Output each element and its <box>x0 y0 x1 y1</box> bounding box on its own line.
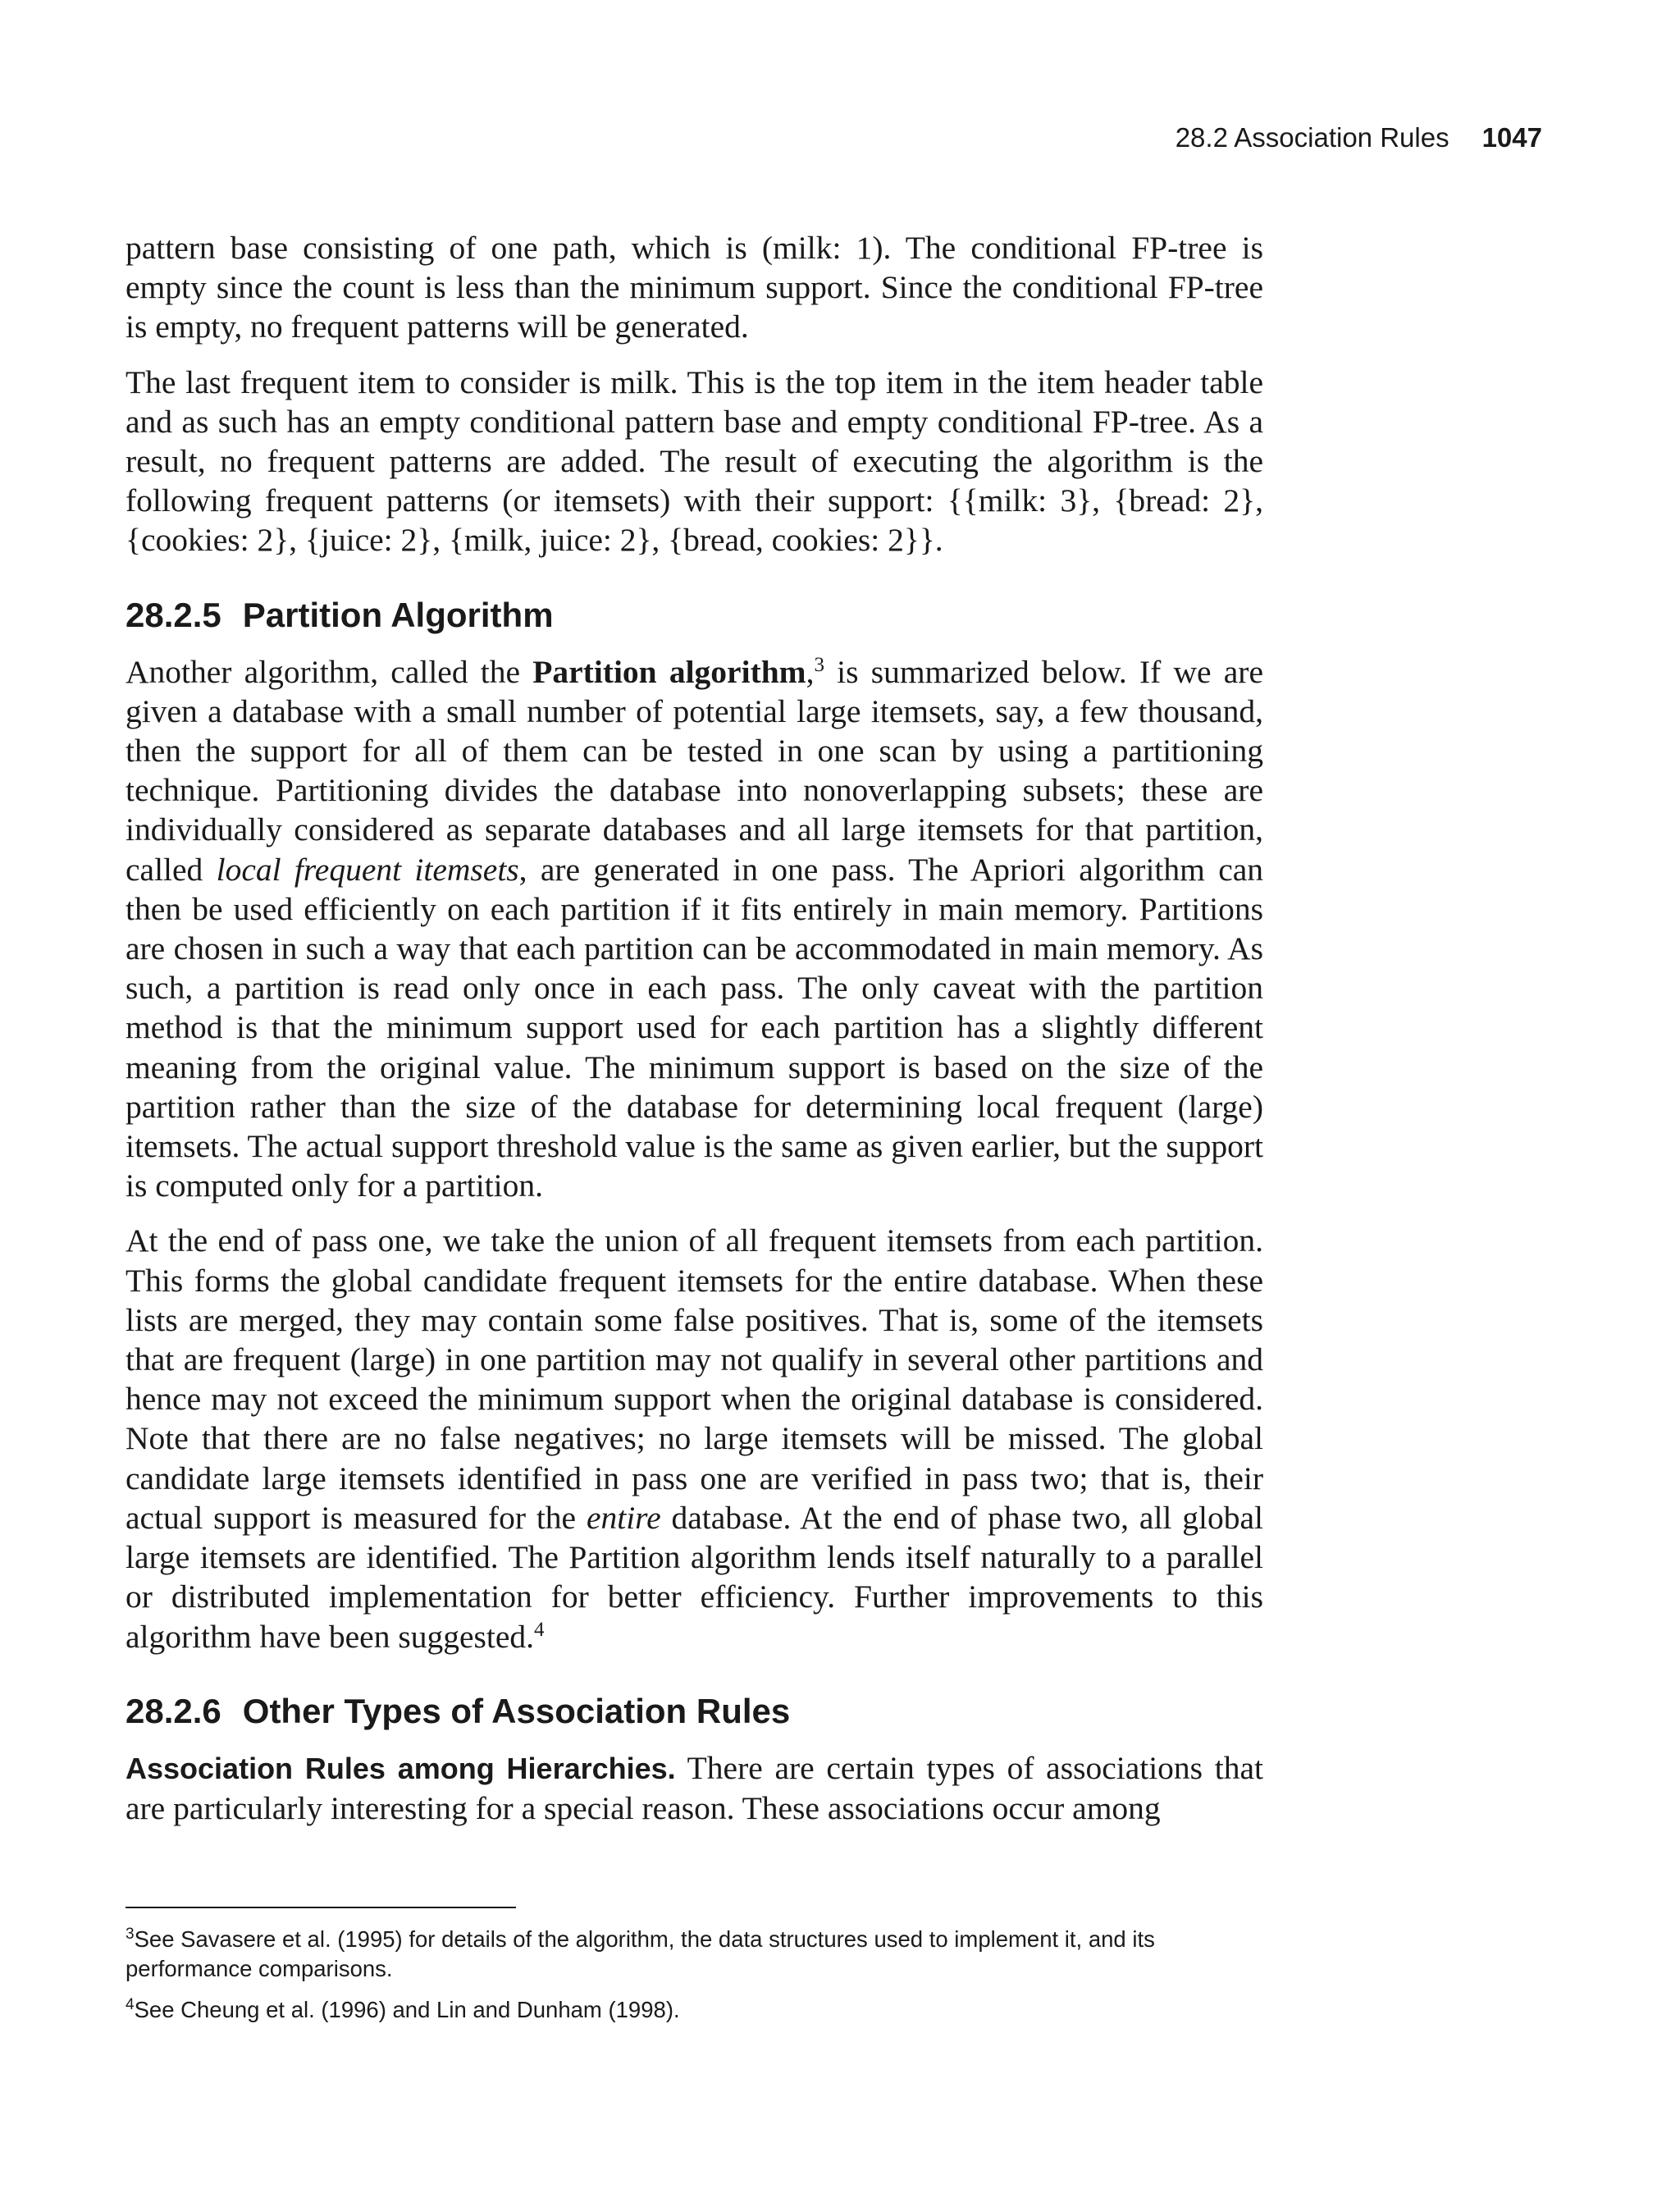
running-head-section: 28.2 Association Rules <box>1175 122 1449 153</box>
page-body <box>126 228 1263 1843</box>
text-run: , <box>806 653 815 690</box>
paragraph <box>126 652 1263 1206</box>
term-local-frequent-itemsets: local frequent itemsets <box>216 851 519 888</box>
text-run: , are generated in one pass. The Apriori algorithm can then be used efficiently on each partition if it fits entirely in main memory. Partitions are chosen in such a way that each partition can be accommodated in main memory. As such, a partition is read only once in each pass. The only caveat with the partition method is that the minimum support used for each partition has a slightly different meaning from the original value. The minimum support is based on the size of the partition rather than the size of the database for determining local frequent (large) itemsets. The actual support threshold value is the same as given earlier, but the support is computed only for a partition. <box>126 851 1264 1204</box>
footnote-3 <box>126 1925 1263 1984</box>
section-title: Partition Algorithm <box>242 595 554 634</box>
paragraph <box>126 1748 1263 1828</box>
footnote-ref-3[interactable]: 3 <box>814 653 824 676</box>
runin-heading: Association Rules among Hierarchies. <box>126 1751 676 1785</box>
term-partition-algorithm: Partition algorithm <box>532 653 806 690</box>
text-run: is summarized below. If we are given a database with a small number of potential large itemsets, say, a few thousand, then the support for all of them can be tested in one scan by using a partitioning technique. Partitioning divides the database into nonoverlapping subsets; these are individually considered as separate databases and all large itemsets for that partition, called <box>126 653 1263 888</box>
paragraph: The last frequent item to consider is milk. This is the top item in the item header table and as such has an empty conditional pattern base and empty conditional FP-tree. As a result, no frequent patterns are added. The result of executing the algorithm is the following frequent patterns (or itemsets) with their support: {{milk: 3}, {bread: 2}, {cookies: 2}, {juice: 2}, {milk, juice: 2}, {bread, cookies: 2}}. <box>126 363 1263 559</box>
footnote-mark: 3 <box>126 1926 135 1943</box>
page-number: 1047 <box>1481 122 1542 153</box>
footnote-divider <box>126 1907 516 1908</box>
paragraph: pattern base consisting of one path, which is (milk: 1). The conditional FP-tree is empty since the count is less than the minimum support. Since the conditional FP-tree is empty, no frequent patterns will be generated. <box>126 230 1263 345</box>
section-heading-2825 <box>126 595 1263 636</box>
text-run: At the end of pass one, we take the union of all frequent itemsets from each partition. This forms the global candidate frequent itemsets for the entire database. When these lists are merged, they may contain some false positives. That is, some of the itemsets that are frequent (large) in one partition may not qualify in several other partitions and hence may not exceed the minimum support when the original database is considered. Note that there are no false negatives; no large itemsets will be missed. The global candidate large itemsets identified in pass one are verified in pass two; that is, their actual support is measured for the <box>126 1222 1263 1536</box>
footnote-4 <box>126 1995 1263 2025</box>
section-title: Other Types of Association Rules <box>242 1691 791 1730</box>
footnote-mark: 4 <box>126 1996 135 2013</box>
footnote-ref-4[interactable]: 4 <box>534 1618 545 1641</box>
footnote-text: See Cheung et al. (1996) and Lin and Dunham (1998). <box>134 1997 680 2022</box>
text-run: database. At the end of phase two, all global large itemsets are identified. The Partition algorithm lends itself naturally to a parallel or distributed implementation for better efficiency. Further improvements to this algorithm have been suggested. <box>126 1499 1263 1655</box>
footnote-text: See Savasere et al. (1995) for details of the algorithm, the data structures used to implement it, and its performance comparisons. <box>126 1926 1155 1981</box>
section-number: 28.2.5 <box>126 595 221 634</box>
section-heading-2826 <box>126 1691 1263 1732</box>
emphasis-entire: entire <box>586 1499 661 1536</box>
running-head <box>1176 120 1542 156</box>
section-number: 28.2.6 <box>126 1691 221 1730</box>
footnotes <box>126 1925 1263 2036</box>
text-run: There are certain types of associations that are particularly interesting for a special reason. These associations occur among <box>126 1749 1263 1826</box>
text-run: Another algorithm, called the <box>126 653 533 690</box>
paragraph <box>126 1221 1263 1656</box>
